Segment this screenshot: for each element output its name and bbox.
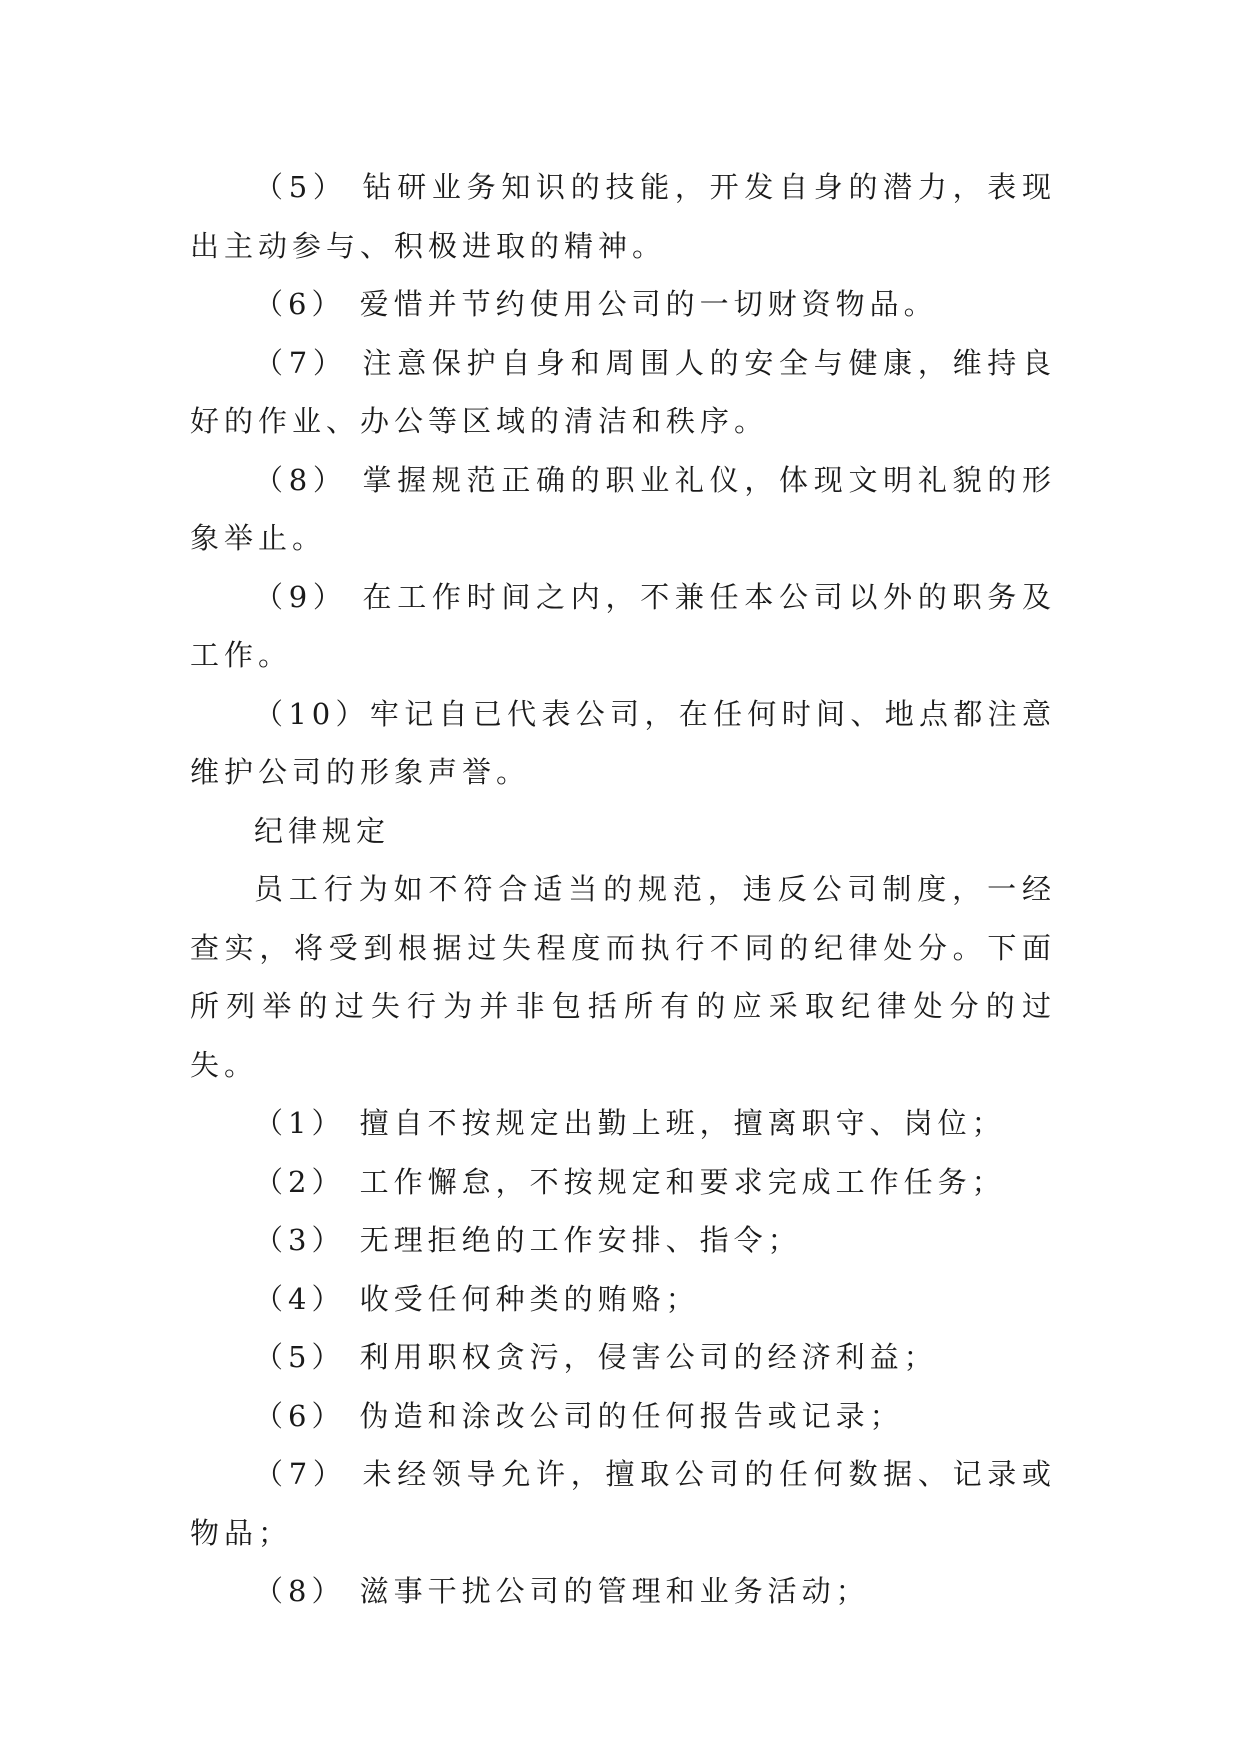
paragraph-rule-10: （10）牢记自已代表公司，在任何时间、地点都注意维护公司的形象声誉。 [190, 696, 1056, 789]
paragraph-violation-8: （8） 滋事干扰公司的管理和业务活动； [254, 1574, 870, 1608]
document-body [190, 158, 1056, 1621]
paragraph-violation-4: （4） 收受任何种类的贿赂； [254, 1281, 700, 1316]
paragraph-violation-5: （5） 利用职权贪污，侵害公司的经济利益； [254, 1340, 938, 1374]
paragraph-discipline-intro: 员工行为如不符合适当的规范，违反公司制度，一经查实，将受到根据过失程度而执行不同的纪律处分。下面所列举的过失行为并非包括所有的应采取纪律处分的过失。 [190, 872, 1056, 1082]
section-heading-discipline: 纪律规定 [254, 813, 391, 848]
paragraph-rule-7: （7） 注意保护自身和周围人的安全与健康，维持良好的作业、办公等区域的清洁和秩序。 [190, 345, 1056, 438]
paragraph-rule-8: （8） 掌握规范正确的职业礼仪，体现文明礼貌的形象举止。 [190, 462, 1056, 555]
paragraph-violation-3: （3） 无理拒绝的工作安排、指令； [254, 1223, 802, 1257]
paragraph-violation-1: （1） 擅自不按规定出勤上班，擅离职守、岗位； [254, 1106, 1006, 1140]
paragraph-rule-9: （9） 在工作时间之内，不兼任本公司以外的职务及工作。 [190, 579, 1056, 672]
paragraph-rule-6: （6） 爱惜并节约使用公司的一切财资物品。 [254, 287, 938, 321]
paragraph-rule-5: （5） 钻研业务知识的技能，开发自身的潜力，表现出主动参与、积极进取的精神。 [190, 170, 1056, 263]
paragraph-violation-6: （6） 伪造和涂改公司的任何报告或记录； [254, 1398, 904, 1433]
paragraph-violation-2: （2） 工作懈怠，不按规定和要求完成工作任务； [254, 1164, 1006, 1199]
paragraph-violation-7: （7） 未经领导允许，擅取公司的任何数据、记录或物品； [190, 1457, 1056, 1550]
